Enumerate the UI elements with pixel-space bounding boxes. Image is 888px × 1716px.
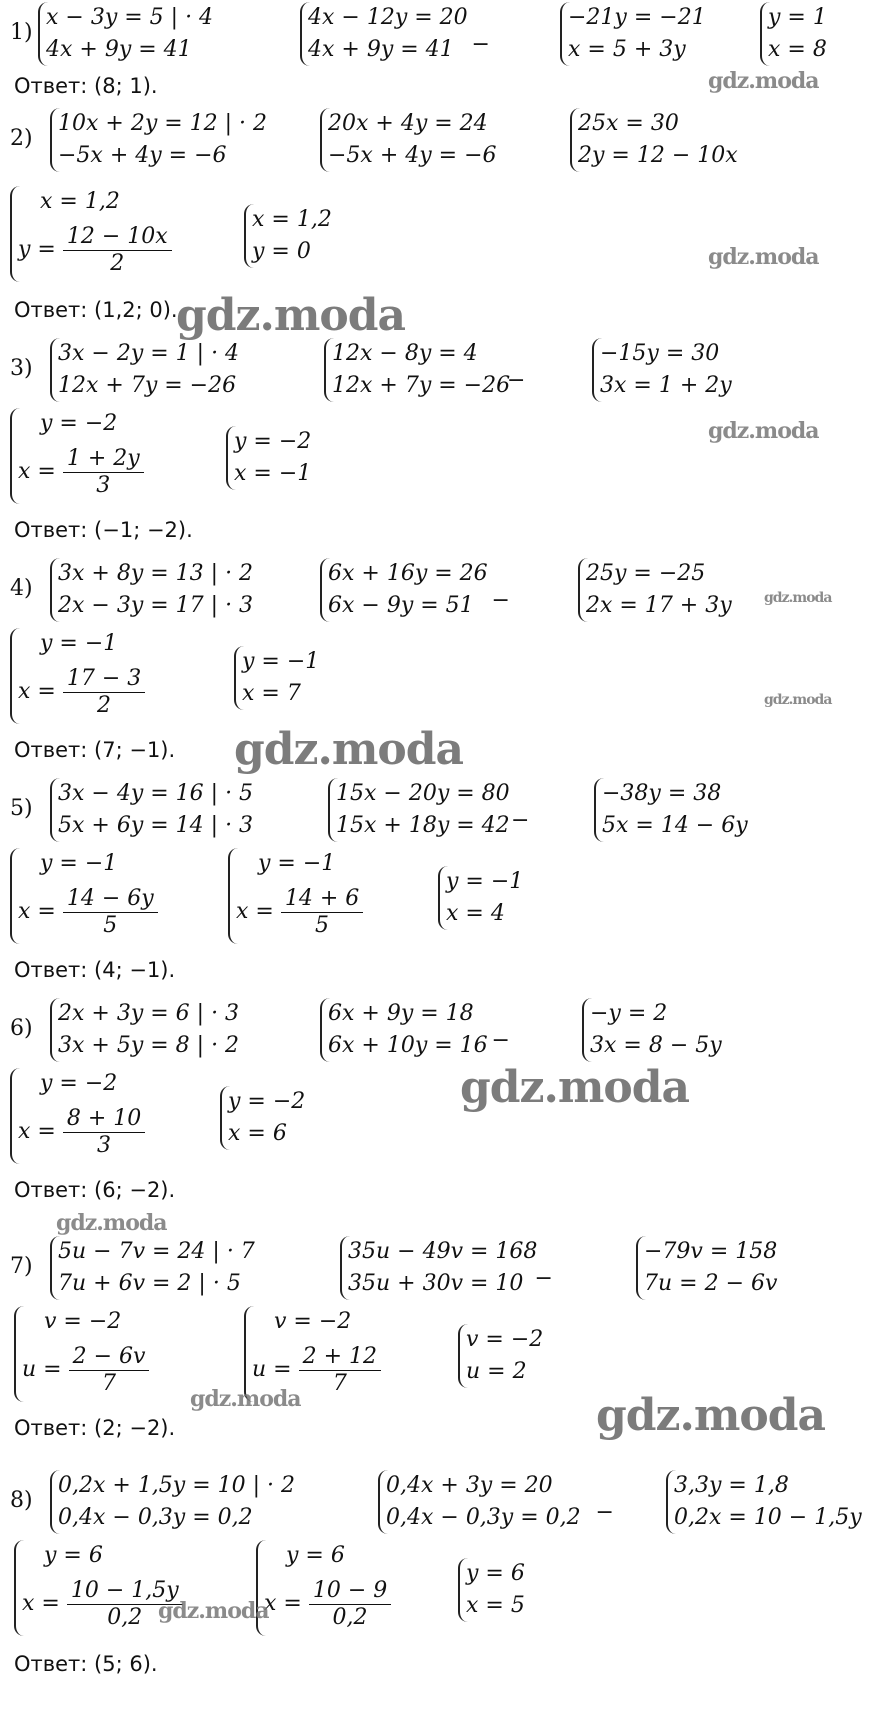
equation-system — [328, 778, 510, 842]
equation-line: 2y = 12 − 10x — [578, 143, 738, 168]
equation-line: −21y = −21 — [568, 5, 706, 30]
equation-line: 5x + 6y = 14 | · 3 — [58, 813, 254, 838]
fraction-numerator: 10 − 9 — [309, 1578, 391, 1605]
equation-line: y = −1 — [40, 631, 118, 656]
equation-line: 0,2x = 10 − 1,5y — [674, 1505, 862, 1530]
equation-system — [14, 1306, 149, 1402]
problem-number: 8) — [10, 1488, 33, 1513]
subtract-operator: − — [534, 1266, 553, 1291]
fraction-equation — [18, 440, 144, 504]
fraction-denominator: 2 — [110, 250, 125, 276]
equation-line: −79v = 158 — [644, 1239, 778, 1264]
equation-system — [458, 1324, 543, 1388]
equation-line: y = 1 — [768, 5, 827, 30]
equation-line: 20x + 4y = 24 — [328, 111, 488, 136]
equation-system — [340, 1236, 537, 1300]
equation-system — [438, 866, 523, 930]
answer: Ответ: (2; −2). — [14, 1416, 176, 1440]
equation-line: x = 1,2 — [40, 189, 120, 214]
subtract-operator: − — [511, 808, 530, 833]
equation-line: 4x + 9y = 41 — [46, 37, 192, 62]
equation-line: u = 2 — [466, 1359, 527, 1384]
equation-system — [256, 1540, 391, 1636]
fraction-numerator: 14 + 6 — [281, 886, 363, 913]
equation-line: −5x + 4y = −6 — [328, 143, 497, 168]
equation-line: x = 1,2 — [252, 207, 332, 232]
equation-line: x = 8 — [768, 37, 827, 62]
equation-system — [10, 186, 172, 282]
watermark-logo: gdz.moda — [708, 244, 819, 270]
answer: Ответ: (8; 1). — [14, 74, 158, 98]
equation-system — [760, 2, 827, 66]
equation-line: x = 7 — [242, 681, 301, 706]
variable-label: x = — [264, 1591, 302, 1616]
equation-line: 3x − 2y = 1 | · 4 — [58, 341, 240, 366]
equation-system — [38, 2, 213, 66]
equation-system — [320, 998, 488, 1062]
equation-system — [10, 1068, 145, 1164]
equation-system — [50, 998, 239, 1062]
equation-line: y = −1 — [242, 649, 320, 674]
fraction-denominator: 0,2 — [332, 1604, 368, 1630]
fraction-equation — [18, 218, 172, 282]
watermark-logo: gdz.moda — [708, 418, 819, 444]
answer: Ответ: (7; −1). — [14, 738, 176, 762]
fraction-denominator: 3 — [97, 1132, 112, 1158]
equation-system — [50, 108, 267, 172]
equation-line: 35u + 30v = 10 — [348, 1271, 524, 1296]
problem-number: 5) — [10, 796, 33, 821]
equation-line: y = −1 — [446, 869, 524, 894]
equation-system — [50, 778, 253, 842]
fraction — [63, 224, 172, 277]
variable-label: x = — [18, 679, 56, 704]
fraction — [299, 1344, 381, 1397]
equation-line: −y = 2 — [590, 1001, 668, 1026]
equation-line: 3,3y = 1,8 — [674, 1473, 789, 1498]
fraction — [309, 1578, 391, 1631]
equation-line: x = 6 — [228, 1121, 287, 1146]
variable-label: u = — [252, 1357, 292, 1382]
watermark-logo: gdz.moda — [234, 724, 464, 775]
variable-label: x = — [18, 899, 56, 924]
equation-line: 3x = 8 − 5y — [590, 1033, 722, 1058]
equation-line: x = −1 — [234, 461, 312, 486]
fraction-numerator: 17 − 3 — [63, 666, 145, 693]
fraction-numerator: 10 − 1,5y — [67, 1578, 183, 1605]
equation-line: 3x = 1 + 2y — [600, 373, 732, 398]
equation-line: x = 4 — [446, 901, 505, 926]
fraction-equation — [18, 880, 158, 944]
fraction-denominator: 5 — [315, 912, 330, 938]
equation-system — [592, 338, 732, 402]
fraction-equation — [22, 1338, 149, 1402]
equation-system — [458, 1558, 525, 1622]
equation-line: 3x + 8y = 13 | · 2 — [58, 561, 254, 586]
equation-system — [324, 338, 510, 402]
equation-line: 35u − 49v = 168 — [348, 1239, 538, 1264]
fraction — [63, 1106, 145, 1159]
equation-line: 4x + 9y = 41 — [308, 37, 454, 62]
equation-line: 7u + 6v = 2 | · 5 — [58, 1271, 241, 1296]
fraction — [69, 1344, 150, 1397]
fraction-equation — [18, 660, 145, 724]
fraction-equation — [236, 880, 363, 944]
equation-system — [560, 2, 706, 66]
equation-line: 5x = 14 − 6y — [602, 813, 748, 838]
answer: Ответ: (6; −2). — [14, 1178, 176, 1202]
fraction-numerator: 2 − 6v — [69, 1344, 150, 1371]
problem-number: 7) — [10, 1254, 33, 1279]
subtract-operator: − — [507, 368, 526, 393]
watermark-logo: gdz.moda — [596, 1390, 826, 1441]
equation-line: 25x = 30 — [578, 111, 679, 136]
equation-line: 25y = −25 — [586, 561, 706, 586]
equation-line: 0,4x − 0,3y = 0,2 — [386, 1505, 581, 1530]
equation-line: 3x + 5y = 8 | · 2 — [58, 1033, 240, 1058]
variable-label: x = — [22, 1591, 60, 1616]
equation-system — [10, 628, 145, 724]
fraction-numerator: 2 + 12 — [299, 1344, 381, 1371]
equation-line: v = −2 — [44, 1309, 122, 1334]
fraction-denominator: 0,2 — [107, 1604, 143, 1630]
fraction-numerator: 8 + 10 — [63, 1106, 145, 1133]
fraction-equation — [264, 1572, 391, 1636]
equation-system — [636, 1236, 777, 1300]
equation-system — [220, 1086, 305, 1150]
problem-number: 2) — [10, 126, 33, 151]
equation-system — [594, 778, 748, 842]
equation-line: 6x + 9y = 18 — [328, 1001, 474, 1026]
equation-line: x = 5 + 3y — [568, 37, 686, 62]
answer: Ответ: (5; 6). — [14, 1652, 158, 1676]
answer: Ответ: (−1; −2). — [14, 518, 193, 542]
equation-line: y = 0 — [252, 239, 311, 264]
equation-line: y = −2 — [228, 1089, 306, 1114]
equation-system — [320, 558, 488, 622]
equation-line: 12x + 7y = −26 — [58, 373, 237, 398]
equation-system — [570, 108, 738, 172]
fraction-numerator: 1 + 2y — [63, 446, 144, 473]
equation-system — [10, 408, 144, 504]
equation-line: 2x − 3y = 17 | · 3 — [58, 593, 254, 618]
variable-label: x = — [18, 459, 56, 484]
problem-number: 4) — [10, 576, 33, 601]
equation-line: 10x + 2y = 12 | · 2 — [58, 111, 268, 136]
watermark-logo: gdz.moda — [176, 290, 406, 341]
equation-system — [666, 1470, 862, 1534]
equation-system — [320, 108, 497, 172]
fraction — [281, 886, 363, 939]
equation-line: v = −2 — [466, 1327, 544, 1352]
equation-line: 2x + 3y = 6 | · 3 — [58, 1001, 240, 1026]
equation-system — [378, 1470, 581, 1534]
equation-line: y = 6 — [286, 1543, 345, 1568]
equation-system — [50, 1470, 295, 1534]
equation-line: y = 6 — [44, 1543, 103, 1568]
equation-line: −5x + 4y = −6 — [58, 143, 227, 168]
fraction-denominator: 7 — [102, 1370, 117, 1396]
equation-line: 0,4x + 3y = 20 — [386, 1473, 553, 1498]
equation-system — [228, 848, 363, 944]
equation-line: 0,2x + 1,5y = 10 | · 2 — [58, 1473, 296, 1498]
answer: Ответ: (1,2; 0). — [14, 298, 178, 322]
fraction — [63, 446, 144, 499]
fraction-denominator: 2 — [97, 692, 112, 718]
equation-line: y = −2 — [234, 429, 312, 454]
equation-line: 12x + 7y = −26 — [332, 373, 511, 398]
watermark-logo: gdz.moda — [764, 692, 832, 708]
equation-line: 7u = 2 − 6v — [644, 1271, 778, 1296]
equation-line: 4x − 12y = 20 — [308, 5, 468, 30]
equation-system — [578, 558, 732, 622]
fraction-numerator: 12 − 10x — [63, 224, 172, 251]
equation-line: y = −1 — [40, 851, 118, 876]
equation-line: x = 5 — [466, 1593, 525, 1618]
watermark-logo: gdz.moda — [764, 590, 832, 606]
watermark-logo: gdz.moda — [158, 1598, 269, 1624]
equation-system — [10, 848, 158, 944]
subtract-operator: − — [595, 1500, 614, 1525]
equation-system — [50, 338, 239, 402]
variable-label: y = — [18, 237, 56, 262]
fraction-equation — [18, 1100, 145, 1164]
equation-system — [226, 426, 311, 490]
equation-line: 0,4x − 0,3y = 0,2 — [58, 1505, 253, 1530]
equation-line: v = −2 — [274, 1309, 352, 1334]
equation-line: y = −2 — [40, 411, 118, 436]
fraction-denominator: 3 — [96, 472, 111, 498]
fraction — [63, 666, 145, 719]
variable-label: x = — [236, 899, 274, 924]
subtract-operator: − — [471, 32, 490, 57]
equation-line: 6x + 16y = 26 — [328, 561, 488, 586]
equation-system — [244, 204, 332, 268]
fraction — [63, 886, 158, 939]
watermark-logo: gdz.moda — [708, 68, 819, 94]
equation-line: 15x − 20y = 80 — [336, 781, 510, 806]
equation-line: 15x + 18y = 42 — [336, 813, 510, 838]
watermark-logo: gdz.moda — [56, 1210, 167, 1236]
equation-system — [582, 998, 722, 1062]
problem-number: 3) — [10, 356, 33, 381]
watermark-logo: gdz.moda — [460, 1062, 690, 1113]
equation-line: 2x = 17 + 3y — [586, 593, 732, 618]
fraction-denominator: 7 — [332, 1370, 347, 1396]
equation-line: 12x − 8y = 4 — [332, 341, 478, 366]
equation-line: x − 3y = 5 | · 4 — [46, 5, 214, 30]
fraction-numerator: 14 − 6y — [63, 886, 158, 913]
problem-number: 1) — [10, 20, 33, 45]
equation-system — [234, 646, 319, 710]
answer: Ответ: (4; −1). — [14, 958, 176, 982]
equation-line: −38y = 38 — [602, 781, 722, 806]
equation-system — [50, 1236, 255, 1300]
subtract-operator: − — [491, 1028, 510, 1053]
fraction-denominator: 5 — [103, 912, 118, 938]
equation-line: −15y = 30 — [600, 341, 720, 366]
equation-line: y = 6 — [466, 1561, 525, 1586]
equation-line: 6x + 10y = 16 — [328, 1033, 488, 1058]
variable-label: x = — [18, 1119, 56, 1144]
problem-number: 6) — [10, 1016, 33, 1041]
variable-label: u = — [22, 1357, 62, 1382]
equation-system — [300, 2, 468, 66]
equation-line: y = −2 — [40, 1071, 118, 1096]
equation-system — [50, 558, 253, 622]
equation-line: y = −1 — [258, 851, 336, 876]
equation-line: 5u − 7v = 24 | · 7 — [58, 1239, 255, 1264]
subtract-operator: − — [491, 588, 510, 613]
equation-line: 3x − 4y = 16 | · 5 — [58, 781, 254, 806]
equation-line: 6x − 9y = 51 — [328, 593, 474, 618]
watermark-logo: gdz.moda — [190, 1386, 301, 1412]
